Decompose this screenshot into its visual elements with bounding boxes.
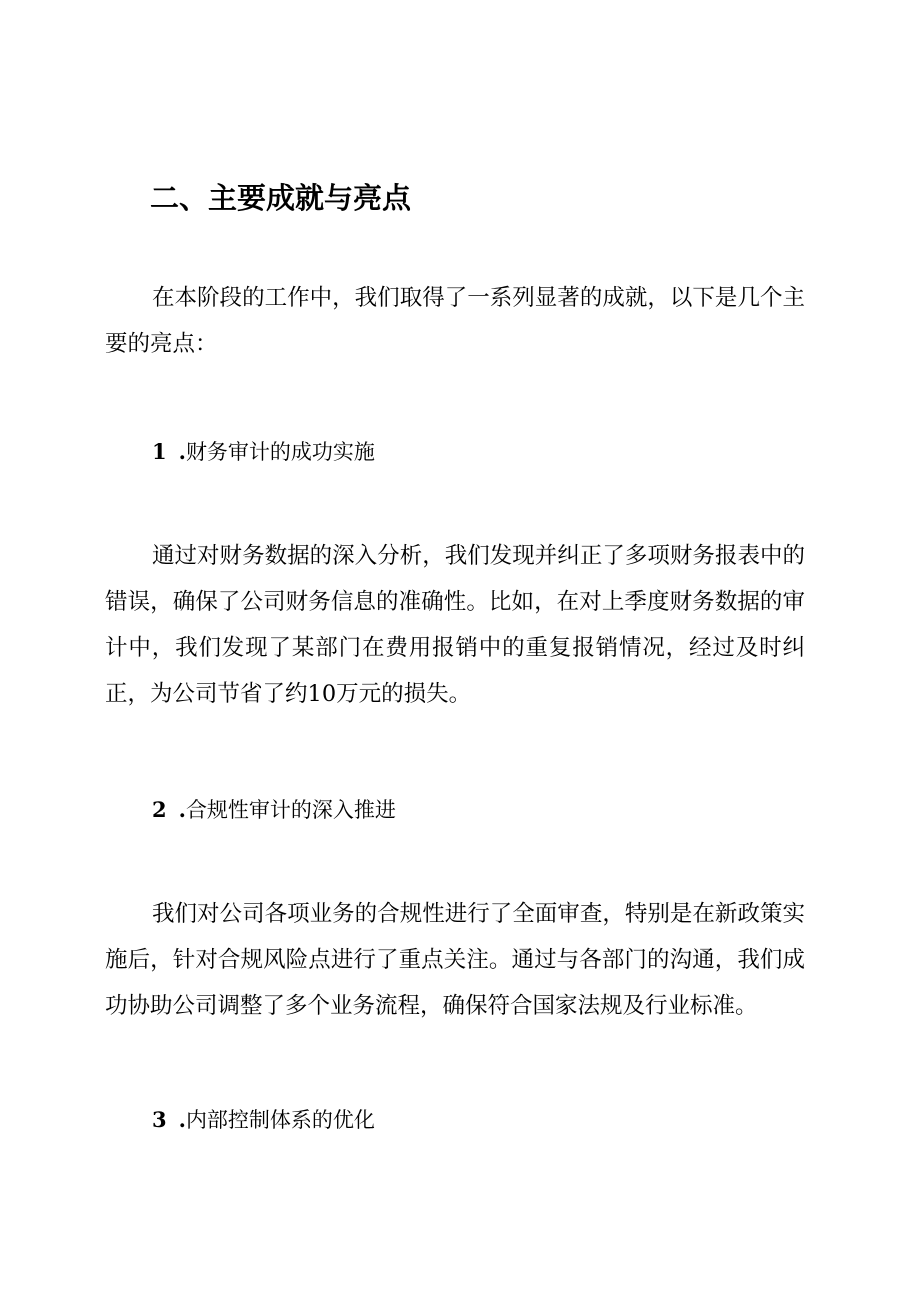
item-2-paragraph: 我们对公司各项业务的合规性进行了全面审查，特别是在新政策实施后，针对合规风险点进行了重点关注。通过与各部门的沟通，我们成功协助公司调整了多个业务流程，确保符合国家法规及行业标准。	[105, 901, 805, 1019]
item-3-dot: .	[178, 1107, 186, 1132]
item-1-heading	[152, 437, 375, 467]
item-2-title: 合规性审计的深入推进	[185, 798, 396, 822]
item-1-number: 1	[152, 439, 167, 464]
item-1-paragraph: 通过对财务数据的深入分析，我们发现并纠正了多项财务报表中的错误，确保了公司财务信息的准确性。比如，在对上季度财务数据的审计中，我们发现了某部门在费用报销中的重复报销情况，经过及时纠正，为公司节省了约10万元的损失。	[105, 543, 805, 707]
item-3-heading	[152, 1105, 375, 1135]
item-1-dot: .	[178, 439, 186, 464]
item-3-title: 内部控制体系的优化	[185, 1108, 375, 1132]
item-2-heading	[152, 795, 396, 825]
intro-paragraph: 在本阶段的工作中，我们取得了一系列显著的成就，以下是几个主要的亮点：	[105, 285, 805, 357]
item-2-dot: .	[178, 797, 186, 822]
item-2-number: 2	[152, 797, 167, 822]
section-title: 二、主要成就与亮点	[150, 181, 412, 215]
item-1-title: 财务审计的成功实施	[185, 440, 375, 464]
item-3-number: 3	[152, 1107, 167, 1132]
